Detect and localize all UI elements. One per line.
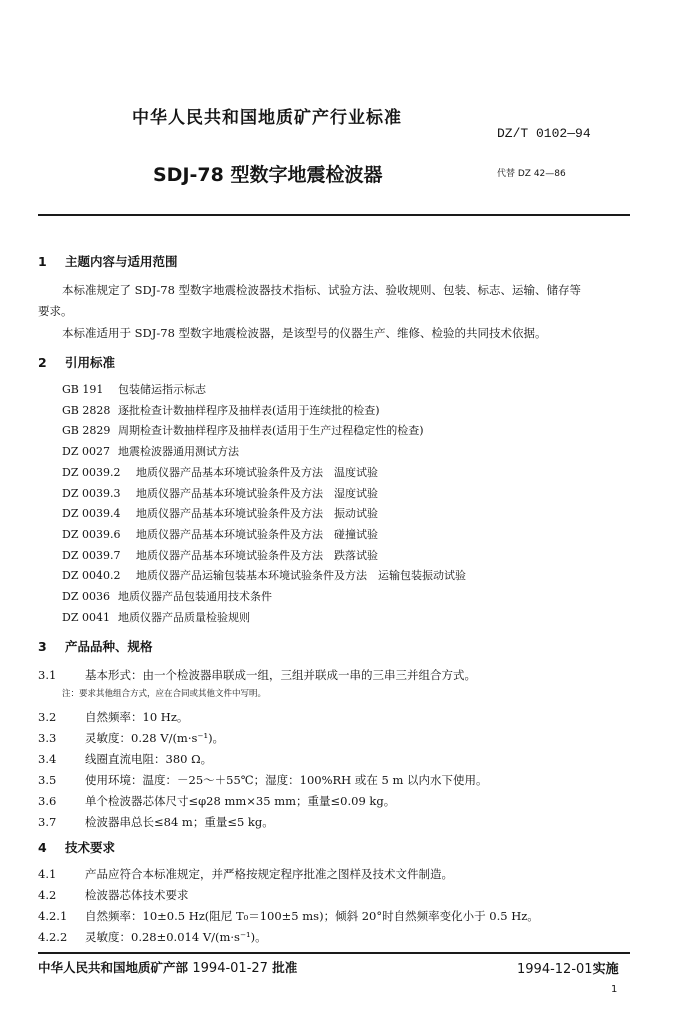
- reference-title: 逐批检查计数抽样程序及抽样表(适用于连续批的检查): [118, 404, 380, 417]
- reference-code: DZ 0041: [62, 611, 110, 624]
- item-text: 使用环境：温度：－25～＋55℃；湿度：100%RH 或在 5 m 以内水下使用。: [85, 773, 488, 787]
- section-3-heading: [38, 637, 153, 655]
- reference-title: 地质仪器产品基本环境试验条件及方法 湿度试验: [136, 487, 378, 500]
- spec-item: [38, 814, 274, 830]
- reference-title: 包装储运指示标志: [118, 383, 206, 396]
- item-number: 4.1: [38, 867, 57, 881]
- issuer: 中华人民共和国地质矿产部: [38, 960, 189, 975]
- item-number: 3.5: [38, 773, 57, 787]
- spec-item: [38, 751, 212, 767]
- item-number: 3.2: [38, 710, 57, 724]
- requirement-item: [38, 866, 453, 882]
- item-number: 3.4: [38, 752, 57, 766]
- reference-code: DZ 0039.3: [62, 487, 121, 500]
- section-number: 1: [38, 254, 47, 269]
- requirement-subitem: [38, 929, 267, 945]
- item-number: 3.6: [38, 794, 57, 808]
- item-text: 灵敏度：0.28±0.014 V/(m·s⁻¹)。: [85, 930, 267, 944]
- spec-item: [38, 772, 488, 788]
- section-title: 技术要求: [65, 840, 116, 855]
- item-text: 自然频率：10±0.5 Hz(阻尼 T₀＝100±5 ms)；倾斜 20°时自然频率变化小于 0.5 Hz。: [85, 909, 539, 923]
- reference-title: 地质仪器产品基本环境试验条件及方法 温度试验: [136, 466, 378, 479]
- section-2-heading: [38, 353, 115, 371]
- reference-code: GB 191: [62, 383, 104, 396]
- requirement-item: [38, 887, 189, 903]
- section-1-heading: [38, 252, 178, 270]
- reference-code: DZ 0040.2: [62, 569, 121, 582]
- reference-title: 地质仪器产品基本环境试验条件及方法 跌落试验: [136, 549, 378, 562]
- spec-item: [38, 709, 188, 725]
- standard-code: DZ/T 0102—94: [497, 126, 591, 141]
- section-number: 3: [38, 639, 47, 654]
- item-text: 线圈直流电阻：380 Ω。: [85, 752, 213, 766]
- item-number: 4.2: [38, 888, 57, 902]
- section-title: 产品品种、规格: [65, 639, 153, 654]
- section-number: 4: [38, 840, 47, 855]
- reference-code: DZ 0027: [62, 445, 110, 458]
- reference-title: 地质仪器产品包装通用技术条件: [118, 590, 272, 603]
- footer-divider: [38, 952, 630, 954]
- approve-label: 批准: [272, 960, 298, 975]
- reference-title: 周期检查计数抽样程序及抽样表(适用于生产过程稳定性的检查): [118, 424, 424, 437]
- section-4-heading: [38, 838, 115, 856]
- item-number: 3.1: [38, 668, 57, 682]
- reference-title: 地质仪器产品基本环境试验条件及方法 碰撞试验: [136, 528, 378, 541]
- spec-item: [38, 730, 224, 746]
- spec-item: [38, 793, 395, 809]
- item-text: 单个检波器芯体尺寸≤φ28 mm×35 mm；重量≤0.09 kg。: [85, 794, 396, 808]
- replaces-note: 代替 DZ 42—86: [497, 169, 566, 179]
- reference-item: [62, 422, 424, 438]
- item-number: 3.3: [38, 731, 57, 745]
- section-1-paragraph-1: 本标准规定了 SDJ-78 型数字地震检波器技术指标、试验方法、验收规则、包装、标志、运输、储存等: [62, 283, 582, 297]
- reference-code: GB 2829: [62, 424, 111, 437]
- spec-item: [38, 667, 476, 683]
- implement-date: 1994-12-01: [517, 962, 593, 977]
- item-number: 3.7: [38, 815, 57, 829]
- reference-item: [62, 443, 239, 459]
- item-text: 检波器芯体技术要求: [85, 888, 189, 902]
- reference-code: DZ 0036: [62, 590, 110, 603]
- reference-code: DZ 0039.7: [62, 549, 121, 562]
- document-title: SDJ-78 型数字地震检波器: [153, 164, 383, 186]
- section-1-paragraph-2: 本标准适用于 SDJ-78 型数字地震检波器，是该型号的仪器生产、维修、检验的共同技术依据。: [62, 326, 547, 340]
- item-text: 产品应符合本标准规定，并严格按规定程序批准之图样及技术文件制造。: [85, 867, 453, 881]
- requirement-subitem: [38, 908, 539, 924]
- standard-category: 中华人民共和国地质矿产行业标准: [132, 108, 402, 128]
- footer-issuer-line: [38, 958, 297, 976]
- approve-date: 1994-01-27: [192, 961, 268, 976]
- reference-code: DZ 0039.6: [62, 528, 121, 541]
- reference-item: [62, 402, 380, 418]
- reference-item: [62, 567, 466, 583]
- reference-title: 地质仪器产品运输包装基本环境试验条件及方法 运输包装振动试验: [136, 569, 466, 582]
- header-divider: [38, 214, 630, 216]
- reference-title: 地质仪器产品质量检验规则: [118, 611, 250, 624]
- reference-code: DZ 0039.2: [62, 466, 121, 479]
- reference-item: [62, 547, 378, 563]
- footer-implement-line: [517, 958, 619, 977]
- item-number: 4.2.1: [38, 909, 68, 923]
- section-title: 引用标准: [65, 355, 116, 370]
- reference-item: [62, 381, 206, 397]
- section-3-note: 注：要求其他组合方式，应在合同或其他文件中写明。: [62, 689, 267, 699]
- reference-item: [62, 464, 378, 480]
- reference-code: GB 2828: [62, 404, 111, 417]
- implement-label: 实施: [592, 962, 619, 977]
- reference-item: [62, 526, 378, 542]
- item-text: 检波器串总长≤84 m；重量≤5 kg。: [85, 815, 274, 829]
- reference-item: [62, 485, 378, 501]
- reference-item: [62, 505, 378, 521]
- section-1-paragraph-1-cont: 要求。: [38, 304, 73, 318]
- reference-item: [62, 588, 272, 604]
- page-number: 1: [611, 984, 618, 995]
- reference-code: DZ 0039.4: [62, 507, 121, 520]
- section-title: 主题内容与适用范围: [65, 254, 178, 269]
- reference-title: 地震检波器通用测试方法: [118, 445, 239, 458]
- item-number: 4.2.2: [38, 930, 68, 944]
- item-text: 自然频率：10 Hz。: [85, 710, 189, 724]
- reference-title: 地质仪器产品基本环境试验条件及方法 振动试验: [136, 507, 378, 520]
- reference-item: [62, 609, 250, 625]
- item-text: 基本形式：由一个检波器串联成一组，三组并联成一串的三串三并组合方式。: [85, 668, 476, 682]
- item-text: 灵敏度：0.28 V/(m·s⁻¹)。: [85, 731, 225, 745]
- section-number: 2: [38, 355, 47, 370]
